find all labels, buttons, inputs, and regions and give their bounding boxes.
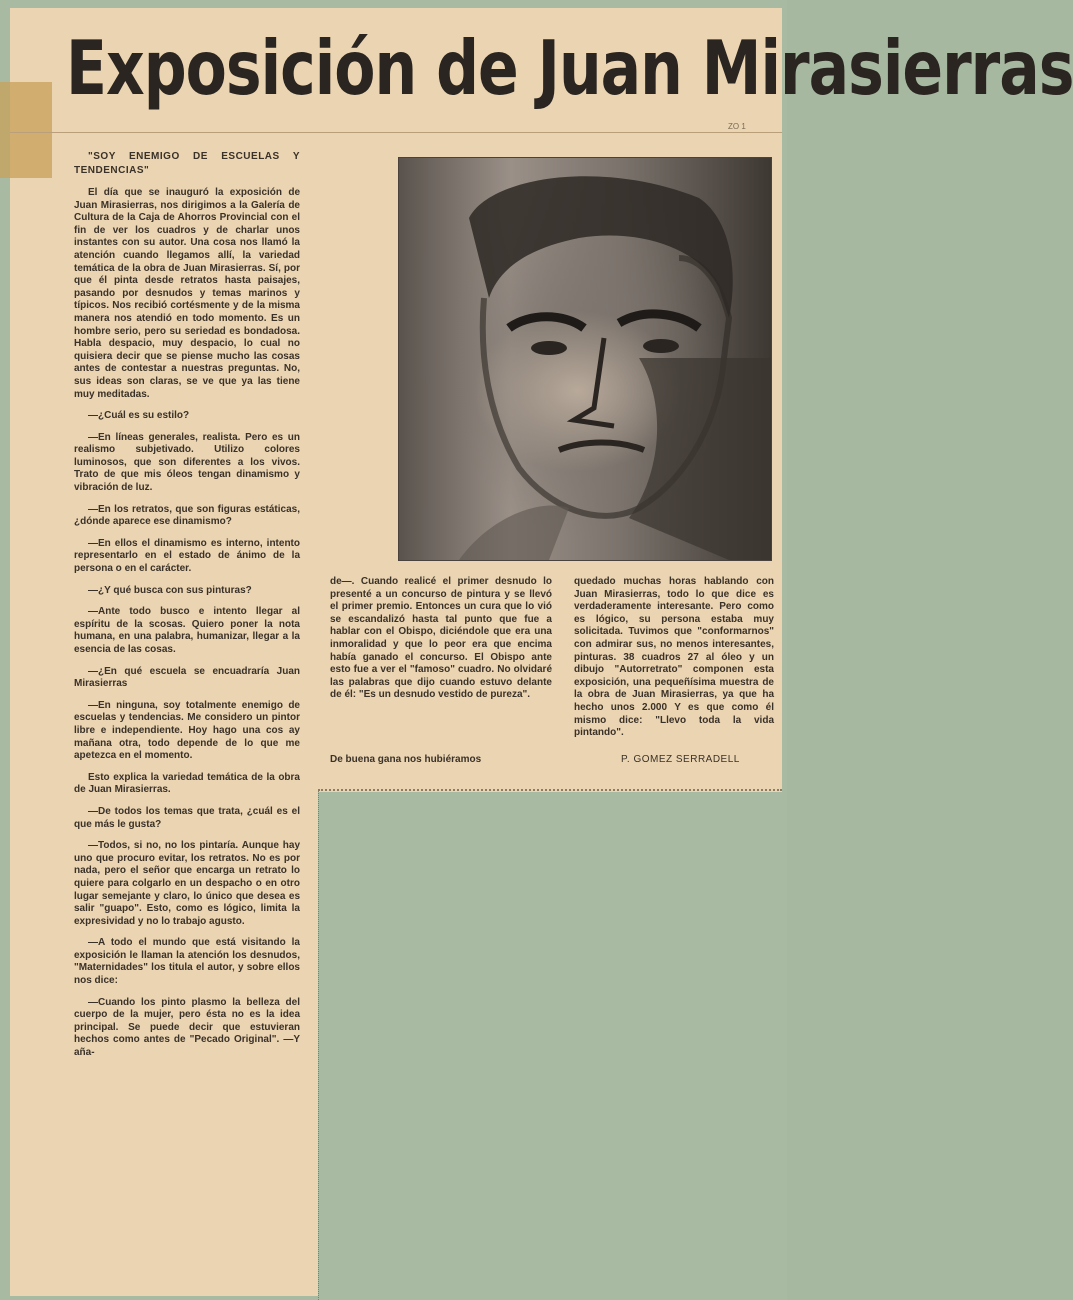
portrait-sketch-icon — [399, 158, 771, 560]
clipping-cut-edge — [318, 789, 782, 791]
first-nude-anecdote: de—. Cuando realicé el primer desnudo lo presenté a un concurso de pintura y se llevó el primer premio. Entonces un cura que lo vió se escandalizó hasta tal punto que fue a hablar con el Obispo, diciéndole que era una inmoralidad y que lo peor era que encima había ganado el concurso. El Obispo ante esto fue a ver el "famoso" cuadro. No olvidaré las palabras que dijo cuando estuvo delante de él: "Es un desnudo vestido de pureza". — [330, 576, 552, 701]
article-headline: Exposición de Juan Mirasierras — [66, 25, 1073, 113]
nudes-intro: —A todo el mundo que está visitando la exposición le llaman la atención los desnudos, "Maternidades" los titula el autor, y sobre ellos nos dice: — [74, 937, 300, 987]
closing-paragraph: quedado muchas horas hablando con Juan Mirasierras, todo lo que dice es verdaderamente interesante. Pero como es lógico, su persona estaba muy solicitada. Tuvimos que "conformarnos" con admirar sus, no menos interesantes, pinturas. 38 cuadros 27 al óleo y un dibujo "Autorretrato" componen esta exposición, una pequeñísima muestra de la obra de Juan Mirasierras, ya que ha hecho unos 2.000 Y es que como él mismo dice: "Llevo toda la vida pintando". — [574, 576, 774, 739]
article-column-1 — [74, 150, 300, 1290]
clipping-cut-edge-vertical — [318, 789, 319, 1300]
question-search: —¿Y qué busca con sus pinturas? — [88, 584, 252, 596]
article-column-2 — [330, 576, 552, 776]
intro-paragraph: El día que se inauguró la exposición de Juan Mirasierras, nos dirigimos a la Galería de Cultura de la Caja de Ahorros Provincial con el fin de ver los cuadros y de charlar unos instantes con su autor. Una cosa nos llamó la atención cuando llegamos allí, la variedad temática de la obra de Juan Mirasierras. Sí, por que él pinta desde retratos hasta paisajes, pasando por desnudos y temas marinos y típicos. Nos recibió cortésmente y de la misma manera nos atendió en todo momento. Es un hombre serio, pero su seriedad es bondadosa. Habla despacio, muy despacio, lo cual no quisiera decir que se piense mucho las cosas antes de contestar a nuestras preguntas. No, sus ideas son claras, se ve que ya las tiene muy meditadas. — [74, 187, 300, 400]
variety-remark: Esto explica la variedad temática de la obra de Juan Mirasierras. — [74, 771, 300, 796]
article-subhead: "SOY ENEMIGO DE ESCUELAS Y TENDENCIAS" — [74, 151, 300, 176]
headline-rule — [10, 132, 782, 133]
question-favorite: —De todos los temas que trata, ¿cuál es el que más le gusta? — [74, 805, 300, 830]
portrait-illustration — [398, 157, 772, 561]
question-school: —¿En qué escuela se encuadraría Juan Mirasierras — [74, 665, 300, 690]
answer-search: —Ante todo busco e intento llegar al espíritu de la scosas. Quiero poner la nota humana, en una palabra, humanizar, llegar a la esencia de las cosas. — [74, 606, 300, 655]
answer-dynamism: —En ellos el dinamismo es interno, intento representarlo en el estado de ánimo de la persona o en el carácter. — [74, 537, 300, 575]
answer-style: —En líneas generales, realista. Pero es un realismo subjetivado. Utilizo colores luminosos, que son diferentes a los vivos. Trato de que mis óleos tengan dinamismo y vibración de luz. — [74, 431, 300, 494]
answer-school: —En ninguna, soy totalmente enemigo de escuelas y tendencias. Me considero un pintor libre e independiente. Hoy hago una cos ay mañana otra, todo depende de lo que me apetezca en el momento. — [74, 699, 300, 762]
adhesive-tape — [0, 82, 52, 178]
date-fragment: ZO 1 — [728, 122, 746, 131]
nudes-answer: —Cuando los pinto plasmo la belleza del cuerpo de la mujer, pero ésta no es la idea principal. Se puede decir que estuvieran hechos como antes de "Pecado Original". —Y aña- — [74, 996, 300, 1059]
closing-line: De buena gana nos hubiéramos — [330, 754, 482, 765]
question-style: —¿Cuál es su estilo? — [88, 410, 190, 422]
answer-favorite: —Todos, si no, no los pintaría. Aunque hay uno que procuro evitar, los retratos. No es por nada, pero el señor que encarga un retrato lo quiere para colgarlo en un despacho o en otro lugar semejante y claro, lo único que desea es salir "guapo". Esto, como es lógico, limita la expresividad y no lo trabajo agusto. — [74, 840, 300, 927]
article-column-3 — [574, 576, 774, 746]
article-byline: P. GOMEZ SERRADELL — [621, 754, 740, 765]
question-dynamism: —En los retratos, que son figuras estáticas, ¿dónde aparece ese dinamismo? — [74, 503, 300, 528]
